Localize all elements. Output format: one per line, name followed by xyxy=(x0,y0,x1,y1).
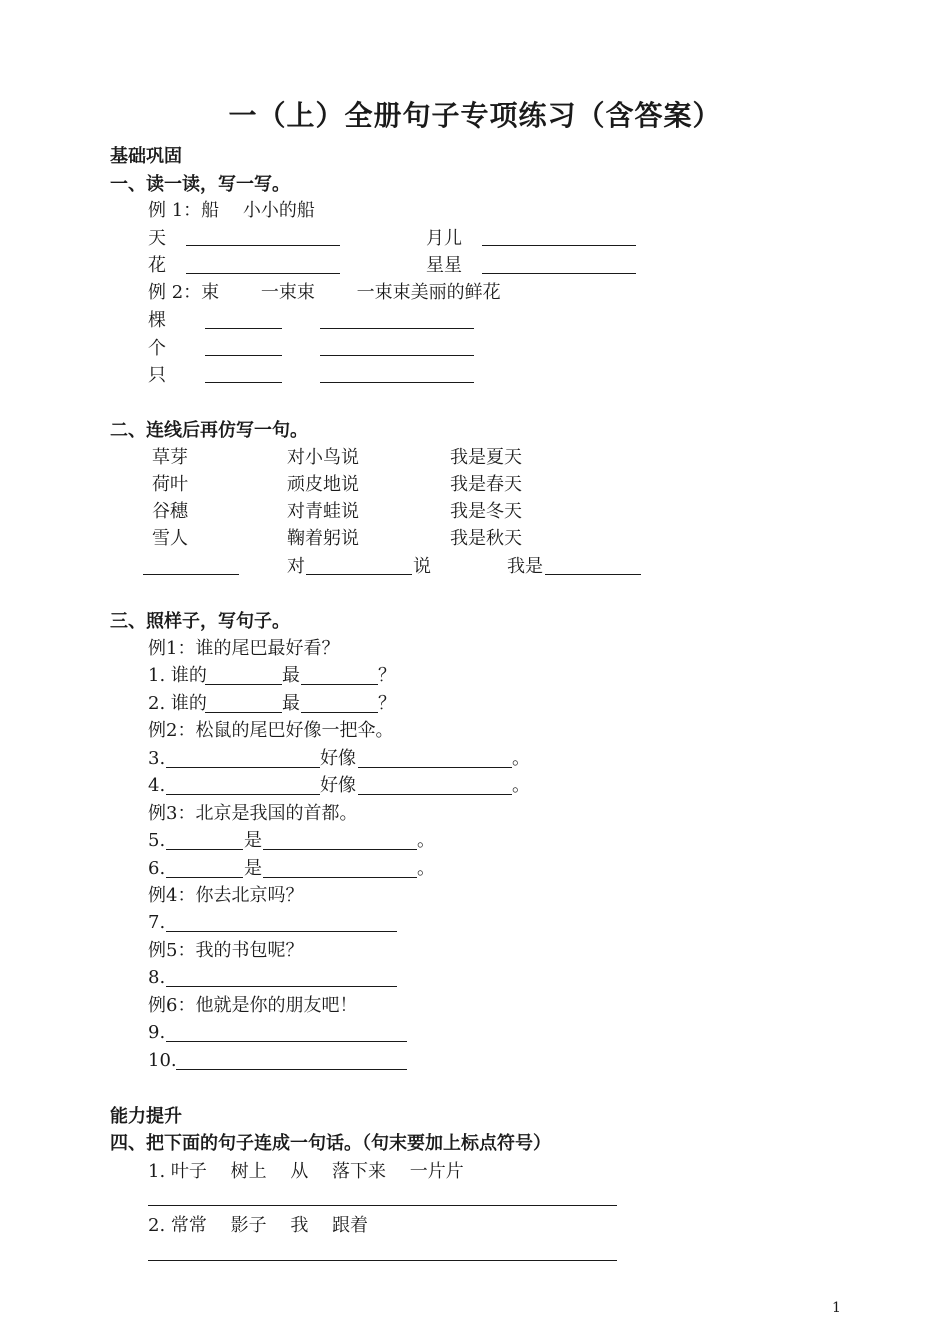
q3-item-4-period: 。 xyxy=(512,775,530,796)
question-2-heading: 二、连线后再仿写一句。 xyxy=(110,420,308,441)
q3-item-2-label: 2. 谁的 xyxy=(148,693,207,714)
q4-item-1-answer-line[interactable] xyxy=(148,1205,617,1206)
q4-item-2: 2. 常常 影子 我 跟着 xyxy=(148,1215,369,1236)
q3-item-5-blank-b[interactable] xyxy=(263,849,417,850)
q3-item-2-qmark: ？ xyxy=(378,693,396,714)
q3-item-1-qmark: ？ xyxy=(378,665,396,686)
section-heading-advanced: 能力提升 xyxy=(110,1106,182,1127)
q1-tian-answer-line[interactable] xyxy=(186,245,340,246)
q1-word-ge: 个 xyxy=(148,338,166,359)
q3-item-1-blank-a[interactable] xyxy=(205,684,282,685)
q3-item-5-period: 。 xyxy=(417,830,435,851)
q3-item-6-label: 6. xyxy=(148,858,166,879)
q3-example-1: 例1：谁的尾巴最好看？ xyxy=(148,638,340,659)
q3-item-3-haoxiang: 好像 xyxy=(320,748,356,769)
q1-word-zhi: 只 xyxy=(148,365,166,386)
q3-item-6-period: 。 xyxy=(417,858,435,879)
q1-ge-answer-long[interactable] xyxy=(320,355,474,356)
q3-example-2: 例2：松鼠的尾巴好像一把伞。 xyxy=(148,720,394,741)
q2-imitate-woshi: 我是 xyxy=(507,556,543,577)
q1-ke-answer-long[interactable] xyxy=(320,328,474,329)
q3-item-4-label: 4. xyxy=(148,775,166,796)
page-number: 1 xyxy=(832,1300,841,1316)
q1-word-hua: 花 xyxy=(148,255,166,276)
q3-item-8-blank[interactable] xyxy=(166,986,397,987)
q3-example-5: 例5：我的书包呢？ xyxy=(148,940,304,961)
q1-word-ke: 棵 xyxy=(148,310,166,331)
q3-item-9-blank[interactable] xyxy=(166,1041,407,1042)
q3-item-2-blank-b[interactable] xyxy=(301,712,378,713)
q2-col1-item[interactable]: 荷叶 xyxy=(152,474,188,495)
q3-item-5-blank-a[interactable] xyxy=(166,849,243,850)
q1-example-2: 例 2：束 一束束 一束束美丽的鲜花 xyxy=(148,282,501,303)
q3-item-2-zui: 最 xyxy=(282,693,300,714)
question-1-heading: 一、读一读，写一写。 xyxy=(110,174,290,195)
q3-item-6-shi: 是 xyxy=(244,858,262,879)
q2-imitate-season-line[interactable] xyxy=(545,574,641,575)
q3-item-9-label: 9. xyxy=(148,1022,166,1043)
question-4-heading: 四、把下面的句子连成一句话。（句末要加上标点符号） xyxy=(110,1133,551,1154)
q3-item-3-blank-a[interactable] xyxy=(166,767,320,768)
q1-zhi-answer-short[interactable] xyxy=(205,382,282,383)
q3-item-1-label: 1. 谁的 xyxy=(148,665,207,686)
q3-item-1-zui: 最 xyxy=(282,665,300,686)
q2-col2-item[interactable]: 对青蛙说 xyxy=(287,501,359,522)
q3-item-7-blank[interactable] xyxy=(166,931,397,932)
q1-hua-answer-line[interactable] xyxy=(186,273,340,274)
q3-item-2-blank-a[interactable] xyxy=(205,712,282,713)
q2-col1-item[interactable]: 草芽 xyxy=(152,447,188,468)
q3-item-4-blank-a[interactable] xyxy=(166,794,320,795)
q1-ge-answer-short[interactable] xyxy=(205,355,282,356)
q2-col2-item[interactable]: 顽皮地说 xyxy=(287,474,359,495)
q1-zhi-answer-long[interactable] xyxy=(320,382,474,383)
q3-item-3-period: 。 xyxy=(512,748,530,769)
q1-word-tian: 天 xyxy=(148,228,166,249)
q3-item-5-label: 5. xyxy=(148,830,166,851)
q2-col1-item[interactable]: 雪人 xyxy=(152,528,188,549)
q2-col3-item[interactable]: 我是秋天 xyxy=(450,528,522,549)
q3-item-1-blank-b[interactable] xyxy=(301,684,378,685)
q3-item-6-blank-a[interactable] xyxy=(166,877,243,878)
q1-word-xingxing: 星星 xyxy=(426,255,462,276)
q2-col1-item[interactable]: 谷穗 xyxy=(152,501,188,522)
q3-item-4-blank-b[interactable] xyxy=(358,794,512,795)
q3-item-3-blank-b[interactable] xyxy=(358,767,512,768)
q2-imitate-subject-line[interactable] xyxy=(143,574,239,575)
q1-yueer-answer-line[interactable] xyxy=(482,245,636,246)
q2-col2-item[interactable]: 对小鸟说 xyxy=(287,447,359,468)
q2-col3-item[interactable]: 我是夏天 xyxy=(450,447,522,468)
q4-item-1: 1. 叶子 树上 从 落下来 一片片 xyxy=(148,1161,464,1182)
q3-item-8-label: 8. xyxy=(148,967,166,988)
section-heading-basic: 基础巩固 xyxy=(110,146,182,167)
q2-col3-item[interactable]: 我是春天 xyxy=(450,474,522,495)
question-3-heading: 三、照样子，写句子。 xyxy=(110,611,290,632)
q1-example-1: 例 1：船 小小的船 xyxy=(148,200,315,221)
q1-ke-answer-short[interactable] xyxy=(205,328,282,329)
q3-item-4-haoxiang: 好像 xyxy=(320,775,356,796)
q1-xingxing-answer-line[interactable] xyxy=(482,273,636,274)
q2-col3-item[interactable]: 我是冬天 xyxy=(450,501,522,522)
q3-item-10-label: 10. xyxy=(148,1050,177,1071)
q2-imitate-shuo: 说 xyxy=(413,556,431,577)
q3-example-6: 例6：他就是你的朋友吧！ xyxy=(148,995,358,1016)
q2-imitate-object-line[interactable] xyxy=(306,574,412,575)
q3-example-4: 例4：你去北京吗？ xyxy=(148,885,304,906)
q3-item-5-shi: 是 xyxy=(244,830,262,851)
q3-example-3: 例3：北京是我国的首都。 xyxy=(148,803,358,824)
q2-imitate-dui: 对 xyxy=(287,556,305,577)
q3-item-7-label: 7. xyxy=(148,912,166,933)
q3-item-6-blank-b[interactable] xyxy=(263,877,417,878)
q3-item-3-label: 3. xyxy=(148,748,166,769)
page-title: 一（上）全册句子专项练习（含答案） xyxy=(228,99,722,132)
q2-col2-item[interactable]: 鞠着躬说 xyxy=(287,528,359,549)
q3-item-10-blank[interactable] xyxy=(176,1069,407,1070)
q4-item-2-answer-line[interactable] xyxy=(148,1260,617,1261)
q1-word-yueer: 月儿 xyxy=(426,228,462,249)
